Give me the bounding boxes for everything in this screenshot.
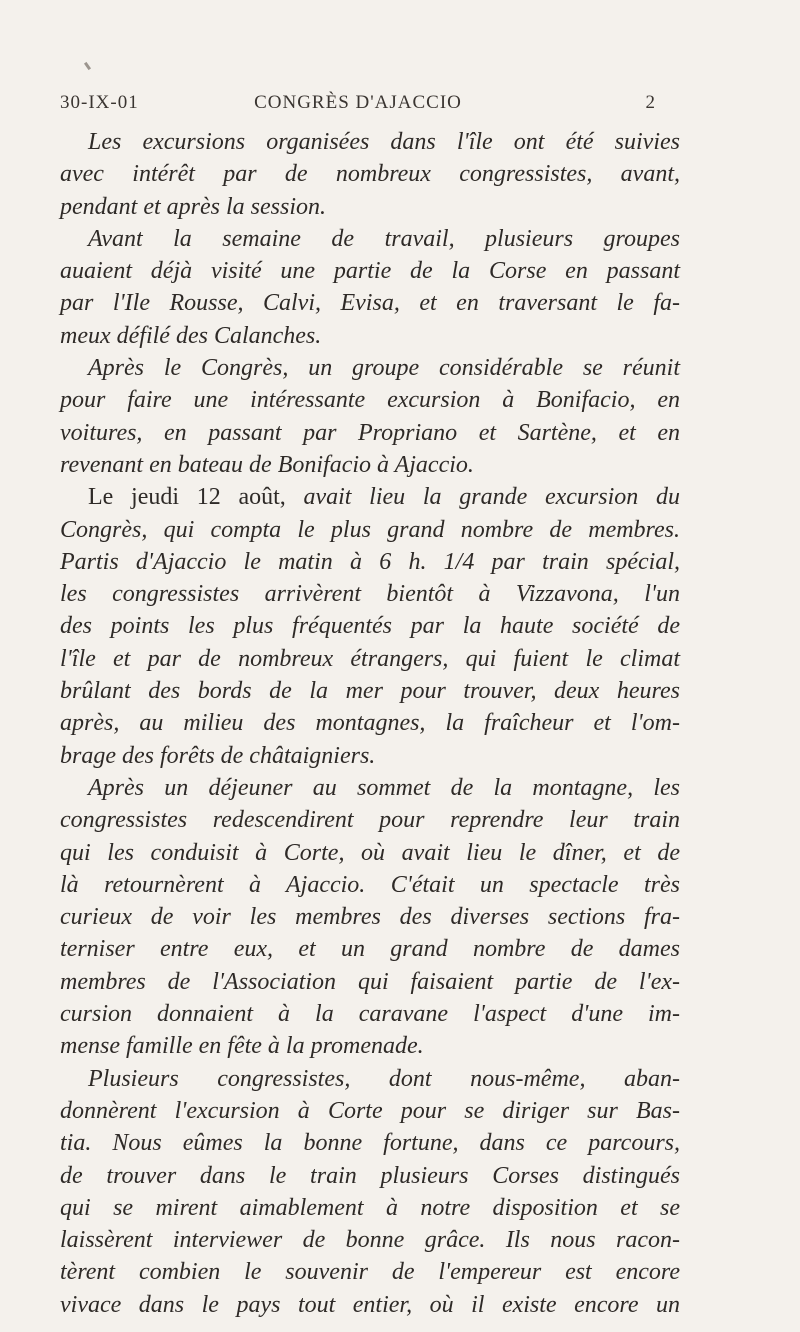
text-line (60, 223, 680, 255)
text-line (60, 384, 680, 416)
text-line (60, 191, 680, 223)
line-text: membres de l'Association qui faisaient partie de l'ex- (60, 968, 680, 995)
text-line (60, 1160, 680, 1192)
text-line (60, 966, 680, 998)
text-line (60, 643, 680, 675)
page-number: 2 (645, 92, 656, 113)
line-text: revenant en bateau de Bonifacio à Ajaccio. (60, 451, 474, 478)
text-line (60, 578, 680, 610)
line-text: Avant la semaine de travail, plusieurs groupes (88, 225, 680, 252)
text-line (60, 707, 680, 739)
line-text: de trouver dans le train plusieurs Corses distingués (60, 1162, 680, 1189)
text-line (60, 740, 680, 772)
line-text: après, au milieu des montagnes, la fraîcheur et l'om- (60, 710, 680, 737)
text-line (60, 1063, 680, 1095)
line-text: cursion donnaient à la caravane l'aspect d'une im- (60, 1001, 680, 1028)
text-line (60, 998, 680, 1030)
line-text: auaient déjà visité une partie de la Corse en passant (60, 258, 680, 285)
line-text: Partis d'Ajaccio le matin à 6 h. 1/4 par train spécial, (60, 548, 680, 575)
text-line (60, 933, 680, 965)
line-text: Les excursions organisées dans l'île ont été suivies (88, 129, 680, 155)
text-line (60, 772, 680, 804)
text-line (60, 126, 680, 158)
line-text: avec intérêt par de nombreux congressistes, avant, (60, 161, 680, 188)
line-text: Après un déjeuner au sommet de la montagne, les (88, 774, 680, 801)
header-date: 30-IX-01 (60, 92, 139, 113)
line-text: mense famille en fête à la promenade. (60, 1033, 424, 1060)
text-line (60, 804, 680, 836)
line-text: pour faire une intéressante excursion à Bonifacio, en (60, 387, 680, 414)
text-line (60, 1030, 680, 1062)
line-text: pendant et après la session. (60, 193, 326, 220)
line-text: les congressistes arrivèrent bientôt à Vizzavona, l'un (60, 581, 680, 608)
text-line (60, 869, 680, 901)
line-text: avait lieu la grande excursion du (285, 484, 680, 511)
text-line (60, 901, 680, 933)
line-text: par l'Ile Rousse, Calvi, Evisa, et en traversant le fa- (60, 290, 680, 317)
text-line (60, 837, 680, 869)
line-text: brûlant des bords de la mer pour trouver, deux heures (60, 678, 680, 705)
text-line (60, 352, 680, 384)
line-text: brage des forêts de châtaigniers. (60, 742, 376, 769)
ink-mark (84, 62, 91, 70)
text-line (60, 417, 680, 449)
line-text: donnèrent l'excursion à Corte pour se diriger sur Bas- (60, 1097, 680, 1124)
body-text (60, 126, 680, 1321)
text-line (60, 514, 680, 546)
text-line (60, 675, 680, 707)
text-line (60, 1289, 680, 1321)
text-line (60, 1224, 680, 1256)
text-line (60, 1256, 680, 1288)
text-line (60, 1095, 680, 1127)
line-text: Plusieurs congressistes, dont nous-même, aban- (88, 1065, 680, 1092)
text-line (60, 158, 680, 190)
line-text: tia. Nous eûmes la bonne fortune, dans ce parcours, (60, 1130, 680, 1157)
running-header (60, 92, 656, 120)
header-title: CONGRÈS D'AJACCIO (254, 92, 462, 113)
line-text: là retournèrent à Ajaccio. C'était un spectacle très (60, 871, 680, 898)
line-text: tèrent combien le souvenir de l'empereur est encore (60, 1259, 680, 1286)
line-text: Congrès, qui compta le plus grand nombre de membres. (60, 516, 680, 543)
line-text: terniser entre eux, et un grand nombre de dames (60, 936, 680, 963)
line-text: qui se mirent aimablement à notre disposition et se (60, 1194, 680, 1221)
text-line (60, 1127, 680, 1159)
line-text: des points les plus fréquentés par la haute société de (60, 613, 680, 640)
text-line (60, 481, 680, 513)
line-text: laissèrent interviewer de bonne grâce. Ils nous racon- (60, 1227, 680, 1254)
text-line (60, 255, 680, 287)
line-text: vivace dans le pays tout entier, où il existe encore un (60, 1291, 680, 1318)
text-line (60, 449, 680, 481)
line-text: Après le Congrès, un groupe considérable se réunit (88, 355, 680, 382)
text-line (60, 287, 680, 319)
line-text: voitures, en passant par Propriano et Sartène, et en (60, 419, 680, 446)
line-text: curieux de voir les membres des diverses sections fra- (60, 904, 680, 931)
line-text: meux défilé des Calanches. (60, 322, 322, 349)
upright-text: Le jeudi 12 août, (88, 484, 286, 511)
text-line (60, 320, 680, 352)
text-line (60, 1192, 680, 1224)
line-text: l'île et par de nombreux étrangers, qui fuient le climat (60, 645, 680, 672)
text-line (60, 546, 680, 578)
line-text: qui les conduisit à Corte, où avait lieu le dîner, et de (60, 839, 680, 866)
line-text: congressistes redescendirent pour reprendre leur train (60, 807, 680, 834)
text-line (60, 610, 680, 642)
